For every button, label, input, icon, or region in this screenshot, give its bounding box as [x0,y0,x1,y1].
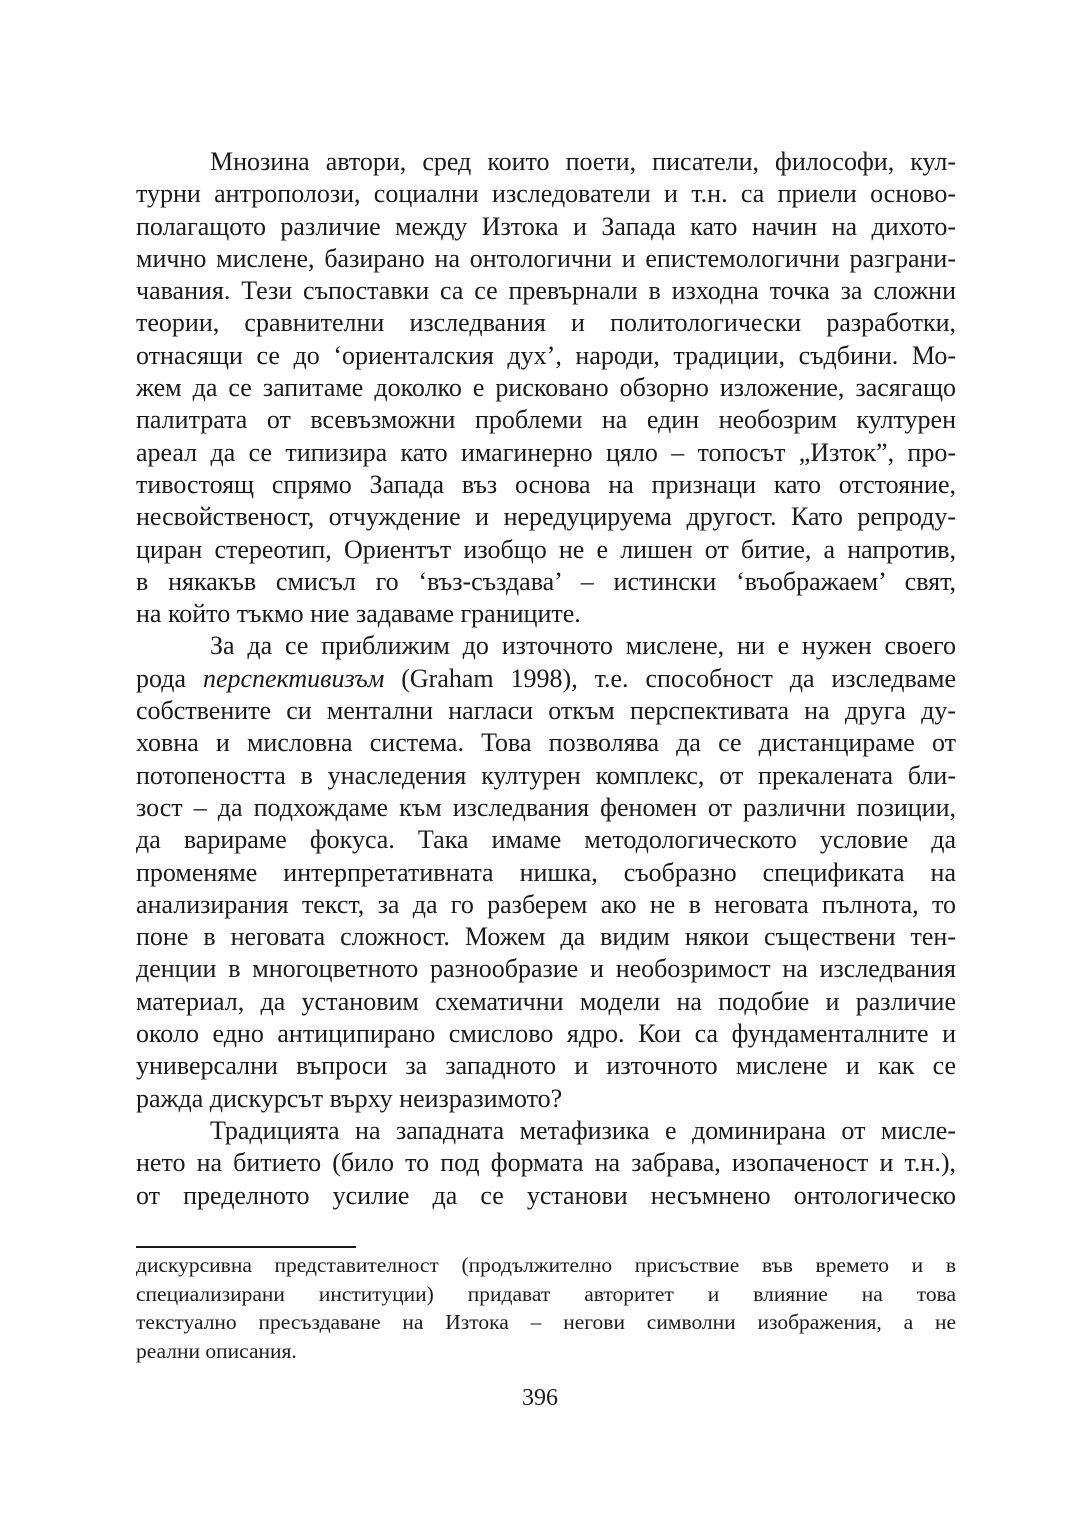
text-line: чавания. Тези съпоставки са се превърнали в изходна точка за сложни [136,276,956,306]
text-line: палитрата от всевъзможни проблеми на един необозрим културен [136,405,956,435]
text-line: теории, сравнителни изследвания и политологически разработки, [136,308,956,338]
text-line: ховна и мисловна система. Това позволява да се дистанцираме от [136,728,956,758]
footnote-line: текстуално пресъздаване на Изтока – негови символни изображения, а не [136,1310,956,1334]
footnote [136,1251,956,1365]
text-line: материал, да установим схематични модели на подобие и различие [136,986,956,1016]
text-line: около едно антиципирано смислово ядро. Кои са фундаменталните и [136,1019,956,1049]
footnote-separator [136,1246,356,1248]
text-line: анализирания текст, за да го разберем ако не в неговата пълнота, то [136,889,956,919]
text-line: денции в многоцветното разнообразие и необозримост на изследвания [136,954,956,984]
text-line: на който тъкмо ние задаваме границите. [136,599,581,629]
text-line: променяме интерпретативната нишка, съобразно спецификата на [136,857,956,887]
footnote-line: дискурсивна представителност (продължително присъствие във времето и в [136,1253,956,1277]
text-line: тивостоящ спрямо Запада въз основа на признаци като отстояние, [136,469,956,499]
text-line: потопеността в унаследения културен комплекс, от прекалената бли- [136,760,956,790]
text-line: поне в неговата сложност. Можем да видим някои съществени тен- [136,922,956,952]
italic-term: перспективизъм [202,663,385,693]
text-line: За да се приближим до източното мислене, ни е нужен своего [210,631,956,661]
text-line: ареал да се типизира като имагинерно цяло – топосът „Изток”, про- [136,437,956,467]
footnote-line: реални описания. [136,1338,297,1363]
text-line: универсални въпроси за западното и източното мислене и как се [136,1051,956,1081]
text-line: Мнозина автори, сред които поети, писатели, философи, кул- [210,147,956,176]
text-line: Традицията на западната метафизика е доминирана от мисле- [210,1115,956,1145]
text-line-with-italic [136,663,956,695]
footnote-line: специализирани институции) придават авторитет и влияние на това [136,1281,956,1306]
text-line: мично мислене, базирано на онтологични и епистемологични разграни- [136,243,956,273]
text-line: циран стереотип, Ориентът изобщо не е лишен от битие, а напротив, [136,534,956,564]
text-line: полагащото различие между Изтока и Запада като начин на дихото- [136,211,956,241]
text-line: зост – да подхождаме към изследвания феномен от различни позиции, [136,792,956,822]
text-segment: (Graham 1998), т.е. способност да изследваме [384,663,956,693]
text-line: турни антрополози, социални изследователи и т.н. са приели осново- [136,179,956,209]
text-line: собствените си ментални нагласи откъм перспективата на друга ду- [136,696,956,726]
text-line: несвойственост, отчуждение и нередуцируема другост. Като репроду- [136,502,956,532]
page-number: 396 [522,1385,558,1411]
text-segment: рода [136,663,203,693]
text-line: жем да се запитаме доколко е рисковано обзорно изложение, засягащо [136,373,956,403]
text-line: да варираме фокуса. Така имаме методологическото условие да [136,825,956,855]
text-line: ражда дискурсът върху неизразимото? [136,1083,563,1113]
text-line: отнасящи се до ‘ориенталския дух’, народи, традиции, съдбини. Мо- [136,340,956,370]
text-line: нето на битието (било то под формата на забрава, изопаченост и т.н.), [136,1148,956,1178]
text-line: от пределното усилие да се установи несъмнено онтологическо [136,1180,956,1210]
main-text [136,146,956,1212]
text-line: в някакъв смисъл го ‘въз-създава’ – истински ‘въображаем’ свят, [136,566,956,596]
